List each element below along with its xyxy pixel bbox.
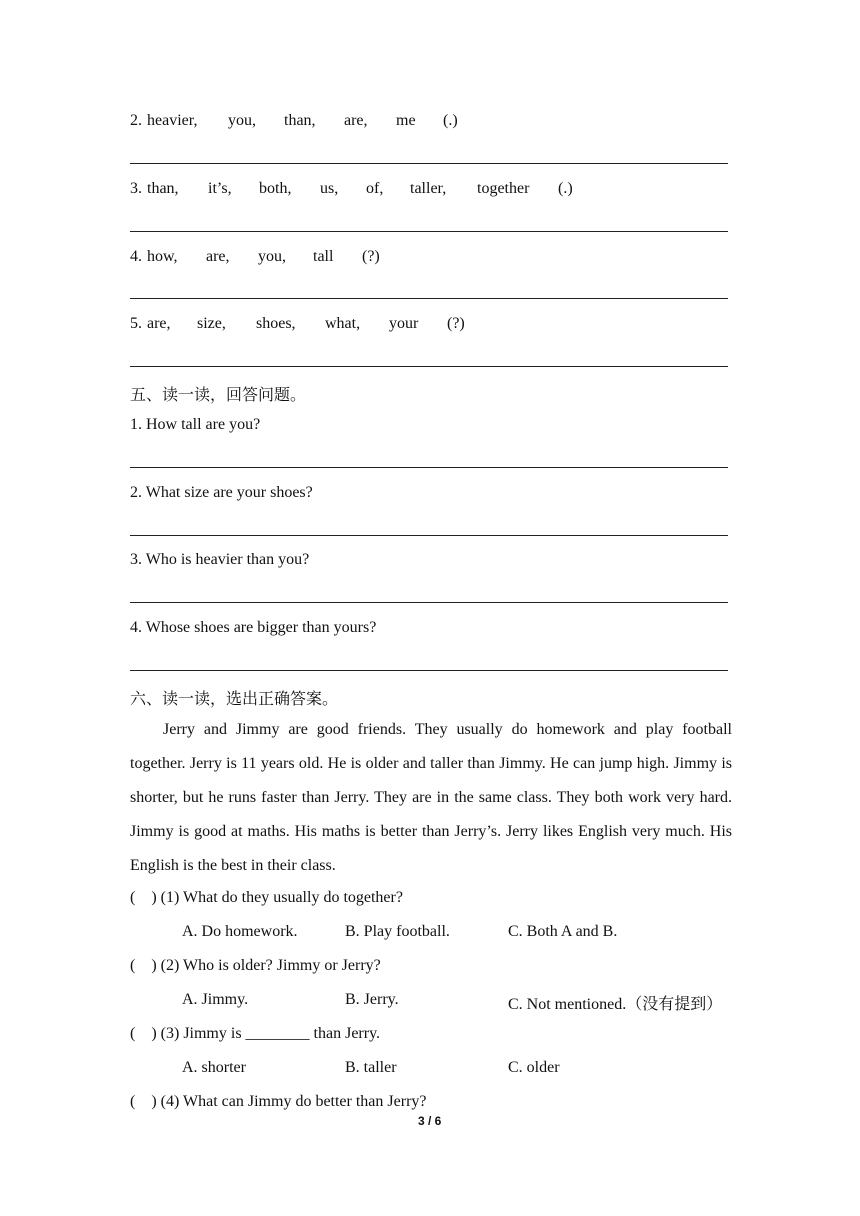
answer-line[interactable] [130,366,728,367]
answer-line[interactable] [130,602,728,603]
word: are, [206,248,230,265]
option-b: B. Jerry. [345,991,399,1008]
word: of, [366,180,384,197]
option-c: C. older [508,1059,560,1076]
word: heavier, [147,112,198,129]
word: taller, [410,180,447,197]
option-a: A. shorter [182,1059,246,1076]
item-number: 2. [130,112,142,129]
punctuation-hint: (?) [447,315,465,332]
option-c: C. Both A and B. [508,923,618,940]
punctuation-hint: (.) [443,112,458,129]
word: tall [313,248,334,265]
answer-line[interactable] [130,231,728,232]
option-c: C. Not mentioned.（没有提到） [508,996,723,1013]
mc-question-1: ( ) (1) What do they usually do together? [130,889,403,906]
word: it’s, [208,180,232,197]
item-number: 5. [130,315,142,332]
question-1: 1. How tall are you? [130,416,261,433]
word: you, [228,112,256,129]
word: are, [147,315,171,332]
mc-question-4: ( ) (4) What can Jimmy do better than Jerry? [130,1093,427,1110]
reading-passage [130,713,732,883]
word: you, [258,248,286,265]
option-b: B. Play football. [345,923,450,940]
word: both, [259,180,292,197]
section-5-heading: 五、读一读，回答问题。 [130,387,307,404]
punctuation-hint: (.) [558,180,573,197]
word: how, [147,248,178,265]
word: than, [147,180,179,197]
answer-line[interactable] [130,467,728,468]
section-6-heading: 六、读一读，选出正确答案。 [130,691,339,708]
item-number: 3. [130,180,142,197]
word: together [477,180,530,197]
word: what, [325,315,361,332]
answer-line[interactable] [130,163,728,164]
option-b: B. taller [345,1059,397,1076]
answer-line[interactable] [130,298,728,299]
question-4: 4. Whose shoes are bigger than yours? [130,619,377,636]
passage-text: Jerry and Jimmy are good friends. They usually do homework and play football together. Jerry is 11 years old. He is older and taller than Jimmy. He can jump high. Jimmy is shorter, but he runs faster than Jerry. They are in the same class. They both work very hard. Jimmy is good at maths. His maths is better than Jerry’s. Jerry likes English very much. His English is the best in their class. [130,721,732,874]
word: me [396,112,416,129]
word: than, [284,112,316,129]
word: shoes, [256,315,296,332]
question-3: 3. Who is heavier than you? [130,551,310,568]
option-a: A. Jimmy. [182,991,249,1008]
word: size, [197,315,226,332]
page-number: 3 / 6 [418,1114,442,1128]
mc-question-3: ( ) (3) Jimmy is ________ than Jerry. [130,1025,381,1042]
question-2: 2. What size are your shoes? [130,484,313,501]
answer-line[interactable] [130,670,728,671]
answer-line[interactable] [130,535,728,536]
item-number: 4. [130,248,142,265]
mc-question-2: ( ) (2) Who is older? Jimmy or Jerry? [130,957,381,974]
option-a: A. Do homework. [182,923,298,940]
word: us, [320,180,339,197]
word: your [389,315,419,332]
punctuation-hint: (?) [362,248,380,265]
word: are, [344,112,368,129]
